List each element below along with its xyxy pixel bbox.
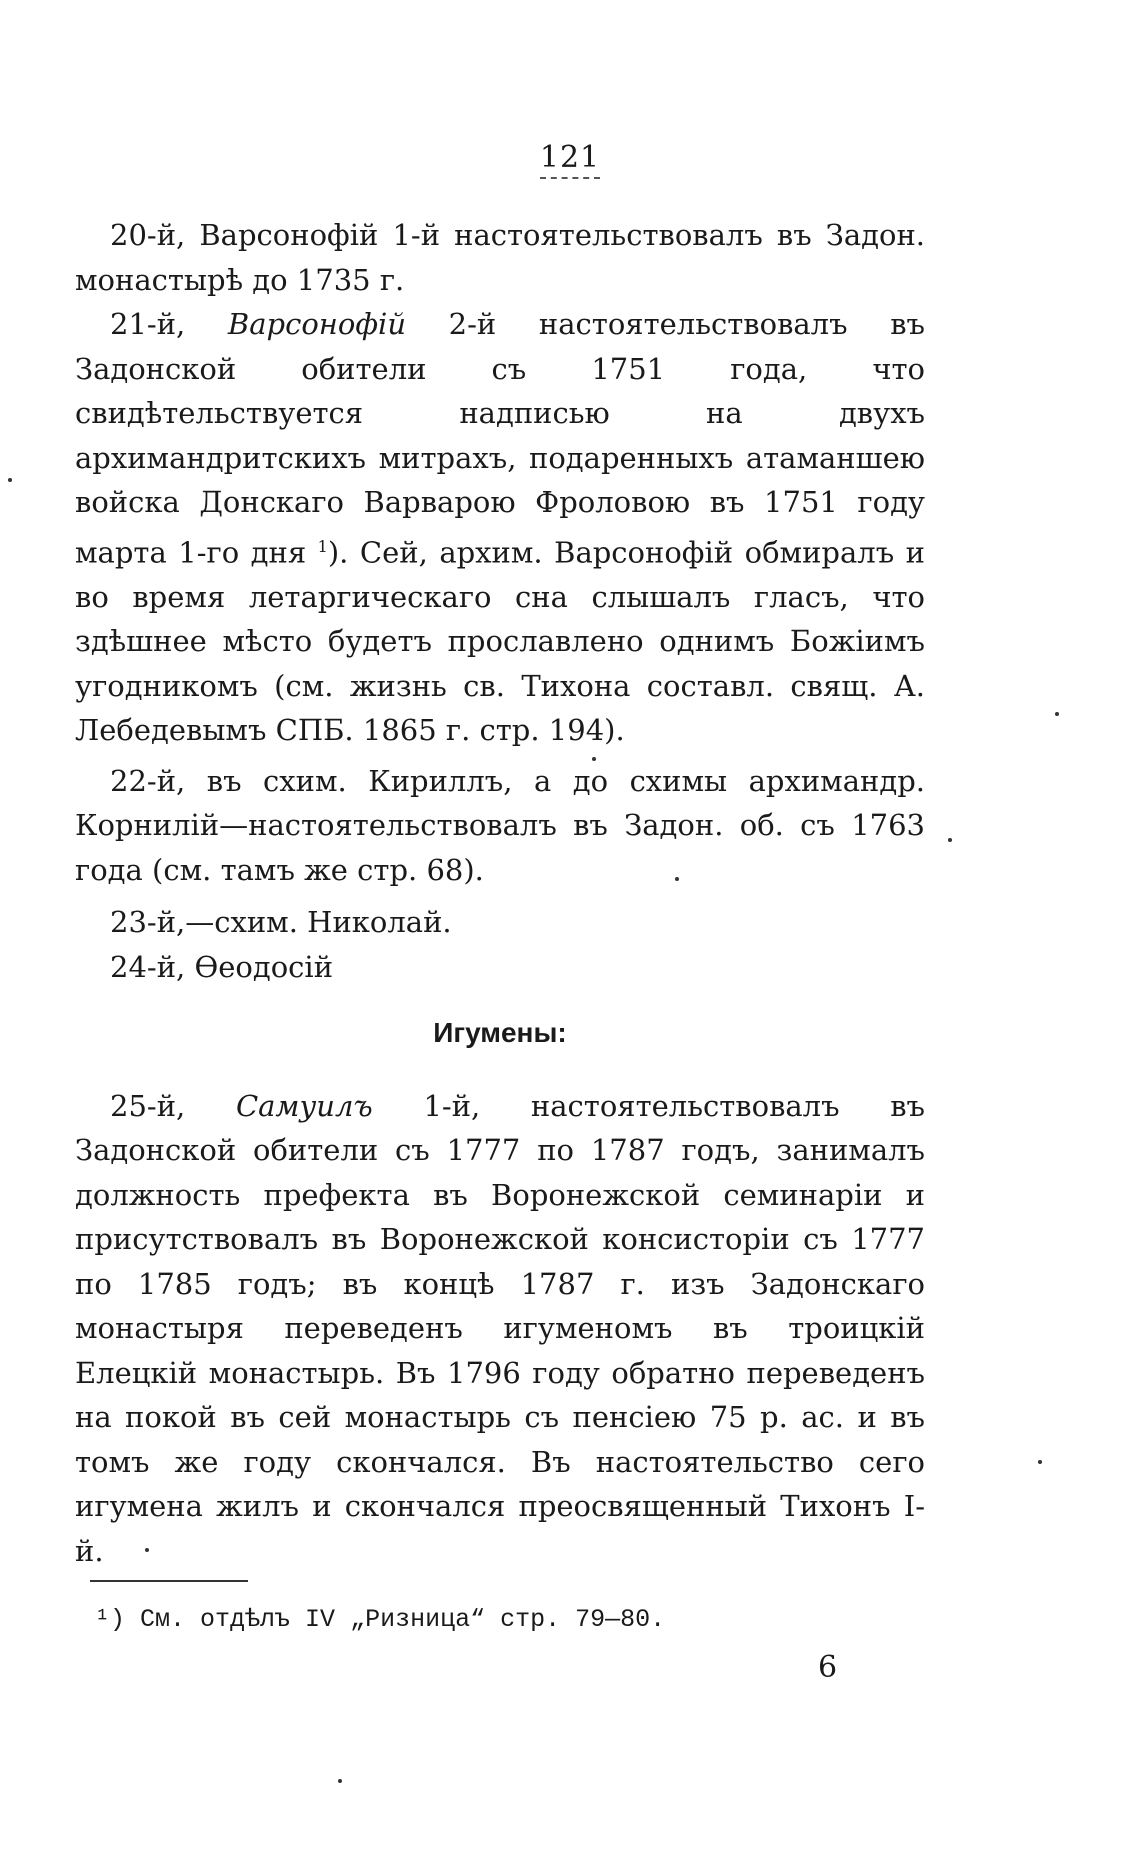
paragraph-23: 23-й,—схим. Николай. xyxy=(110,905,452,940)
footnote-ref: 1 xyxy=(317,536,328,556)
speck xyxy=(948,838,952,842)
section-heading: Игумены: xyxy=(433,1017,567,1049)
speck xyxy=(8,478,12,482)
paragraph-21: 21-й, Варсонофій 2-й настоятельствовалъ въ Задонской обители съ 1751 года, что свидѣтельствуется надписью на двухъ архимандритскихъ митрахъ, подаренныхъ атаманшею войска Донскаго Варварою Фроловою въ 1751 году марта 1-го дня $^1$). Сей, архим. Варсонофій обмиралъ и во время летаргическаго сна слышалъ гласъ, что здѣшнее мѣсто будетъ прославлено однимъ Божіимъ угодникомъ (см. жизнь св. Тихона составл. свящ. А. Лебедевымъ СПБ. 1865 г. стр. 194). xyxy=(75,307,925,748)
footnote-rule xyxy=(90,1580,248,1582)
speck xyxy=(1038,1460,1042,1464)
speck xyxy=(592,757,596,761)
signature-mark: 6 xyxy=(818,1650,838,1685)
speck xyxy=(338,1779,342,1783)
paragraph-24: 24-й, Ѳеодосій xyxy=(110,949,334,984)
paragraph-25: 25-й, Самуилъ 1-й, настоятельствовалъ въ Задонской обители съ 1777 по 1787 годъ, занималъ должность префекта въ Воронежской семинаріи и присутствовалъ въ Воронежской консисторіи съ 1777 по 1785 годъ; въ концѣ 1787 г. изъ Задонскаго монастыря переведенъ игуменомъ въ троицкій Елецкій монастырь. Въ 1796 году обратно переведенъ на покой въ сей монастырь съ пенсіею 75 р. ас. и въ томъ же году скончался. Въ настоятельство сего игумена жилъ и скончался преосвященный Тихонъ І-й. xyxy=(75,1088,926,1568)
paragraph-20: 20-й, Варсонофій 1-й настоятельствовалъ въ Задон. монастырѣ до 1735 г. xyxy=(75,218,926,297)
paragraph-22: 22-й, въ схим. Кириллъ, а до схимы архимандр. Корнилій—настоятельствовалъ въ Задон. об. съ 1763 года (см. тамъ же стр. 68). xyxy=(75,763,925,887)
speck xyxy=(675,877,679,881)
footnote: ¹) См. отдѣлъ IV „Ризница“ стр. 79—80. xyxy=(95,1605,666,1634)
speck xyxy=(145,1548,149,1552)
name-samuil: Самуилъ xyxy=(235,1088,373,1123)
page-number: 121 xyxy=(0,140,1140,175)
speck xyxy=(1055,712,1059,716)
body-text xyxy=(75,213,925,1573)
name-varsonofiy: Варсонофій xyxy=(227,307,406,341)
